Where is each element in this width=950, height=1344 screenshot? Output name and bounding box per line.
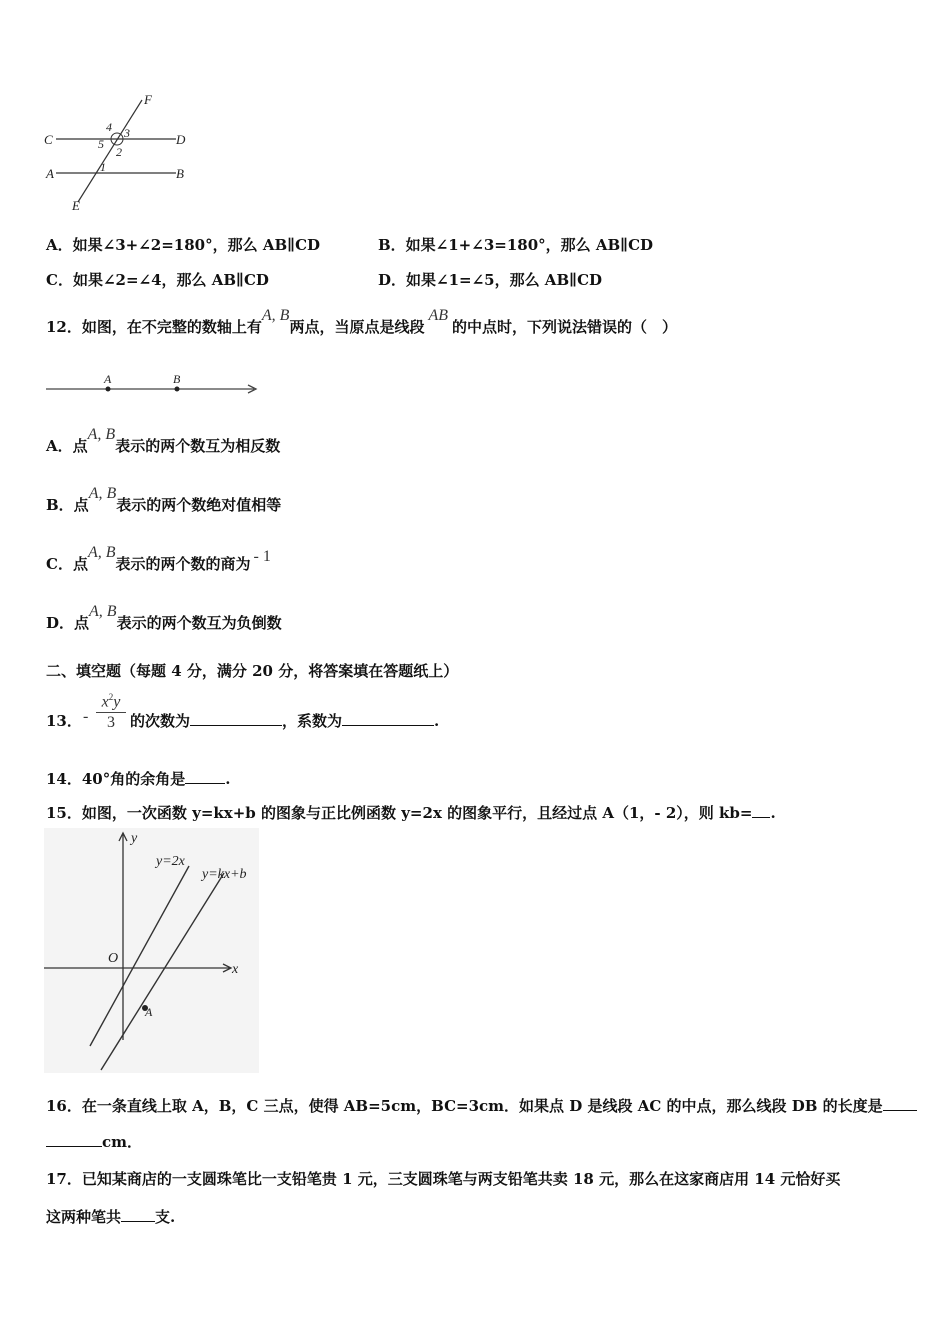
graph-label-x: x [232,962,239,977]
graph-label-line2: y=kx+b [202,867,247,882]
section-2-heading: 二、填空题（每题 4 分，满分 20 分，将答案填在答题纸上） [46,662,459,680]
q13-text: 的次数为 ，系数为 . [130,712,440,730]
q12-option-c: C．点A, B表示的两个数的商为 - 1 [46,544,271,573]
q13-minus: - [83,708,89,725]
q12-ab-points: A, B [261,307,290,324]
angle-3: 3 [124,126,130,140]
q17-text: 17．已知某商店的一支圆珠笔比一支铅笔贵 1 元，三支圆珠笔与两支铅笔共卖 18 元，那么在这家商店用 14 元恰好买 [46,1170,841,1188]
label-c: C [44,132,53,147]
line-ef [78,100,142,202]
q11-option-d: D．如果∠1=∠5，那么 AB∥CD [378,271,603,289]
q12-option-d: D．点A, B表示的两个数互为负倒数 [46,603,282,632]
graph-label-y: y [131,831,138,846]
angle-2: 2 [116,145,122,159]
point-a-label: A [104,372,112,386]
q17-text-line2: 这两种笔共 支. [46,1208,176,1226]
parallel-lines-figure [40,92,200,217]
label-b: B [176,166,184,181]
q17-blank[interactable] [121,1207,155,1222]
label-d: D [176,132,186,147]
q14-text: 14．40°角的余角是 . [46,770,231,788]
angle-4: 4 [106,120,112,134]
linear-function-graph [44,828,259,1073]
q12-ab-segment: AB [428,307,448,324]
q14-blank[interactable] [185,769,225,784]
label-e: E [72,198,80,213]
point-a [106,387,111,392]
q16-blank-part1[interactable] [883,1096,917,1111]
q13-blank-degree[interactable] [190,711,282,726]
q12-stem-post: 的中点时，下列说法错误的（ ） [452,318,678,336]
q16-text-line2: cm． [46,1131,142,1152]
graph-label-a: A [145,1005,153,1019]
q13-number: 13． [46,712,82,730]
q12-option-a: A．点A, B表示的两个数互为相反数 [46,426,281,455]
label-f: F [144,92,152,107]
q15-text: 15．如图，一次函数 y=kx+b 的图象与正比例函数 y=2x 的图象平行，且经过点 A（1，- 2），则 kb= . [46,804,776,822]
q13-fraction: $x^2y$ 3 [94,688,128,732]
q12-stem-pre: 12．如图，在不完整的数轴上有 [46,318,262,336]
q13-blank-coefficient[interactable] [342,711,434,726]
q11-option-a: A．如果∠3+∠2=180°，那么 AB∥CD [46,236,321,254]
angle-5: 5 [98,137,104,151]
point-b [175,387,180,392]
number-line [46,372,261,400]
q12-option-b: B．点A, B表示的两个数绝对值相等 [46,485,282,514]
q15-blank[interactable] [752,803,770,818]
q11-option-c: C．如果∠2=∠4，那么 AB∥CD [46,271,269,289]
q11-option-b: B．如果∠1+∠3=180°，那么 AB∥CD [378,236,654,254]
graph-label-o: O [108,951,119,966]
q16-blank-part2[interactable] [46,1132,102,1147]
q16-text: 16．在一条直线上取 A，B，C 三点，使得 AB=5cm，BC=3cm．如果点 D 是线段 AC 的中点，那么线段 DB 的长度是 [46,1095,917,1116]
q12-stem [46,307,678,337]
angle-1: 1 [100,160,106,174]
label-a: A [46,166,54,181]
point-b-label: B [173,372,181,386]
q12-stem-mid: 两点，当原点是线段 [289,318,425,336]
graph-label-line1: y=2x [156,854,185,869]
